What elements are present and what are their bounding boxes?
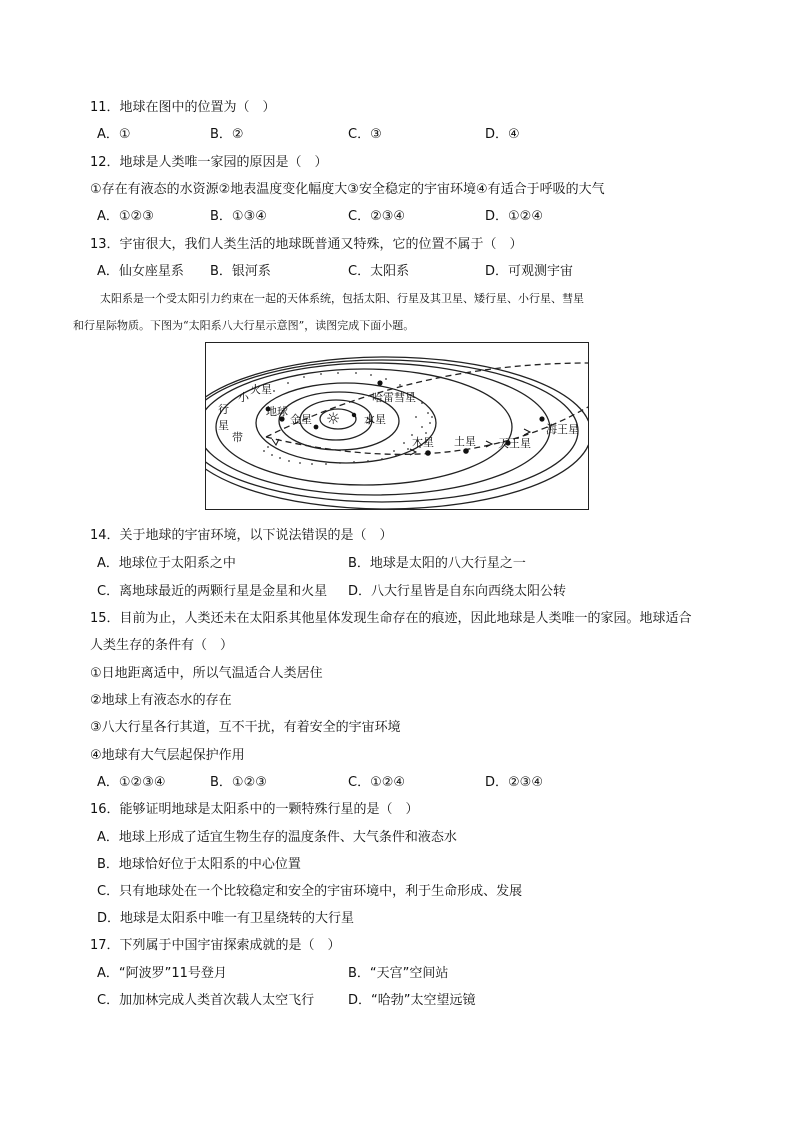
q12-option-a: A．①②③	[97, 209, 154, 224]
q14-option-b: B．地球是太阳的八大行星之一	[348, 556, 526, 571]
q16-option-c: C．只有地球处在一个比较稳定和安全的宇宙环境中，利于生命形成、发展	[97, 884, 523, 899]
q12-option-d: D．①②④	[485, 209, 543, 224]
q14-option-a: A．地球位于太阳系之中	[97, 556, 236, 571]
label-uranus: 天王星	[498, 437, 531, 450]
q15-statement-3: ③八大行星各行其道，互不干扰，有着安全的宇宙环境	[90, 720, 401, 735]
q15-option-c: C．①②④	[348, 775, 406, 790]
solar-system-diagram	[205, 342, 589, 510]
label-asteroid-belt-1: 行	[218, 403, 229, 416]
q17-option-d: D．“哈勃”太空望远镜	[348, 993, 476, 1008]
q14-option-c: C．离地球最近的两颗行星是金星和火星	[97, 584, 328, 599]
q15-statement-1: ①日地距离适中，所以气温适合人类居住	[90, 666, 323, 681]
question-15-stem-line-1: 15．目前为止，人类还未在太阳系其他星体发现生命存在的痕迹，因此地球是人类唯一的家园。地球适合	[90, 611, 692, 626]
q16-option-d: D．地球是太阳系中唯一有卫星绕转的大行星	[97, 911, 355, 926]
q16-option-a: A．地球上形成了适宜生物生存的温度条件、大气条件和液态水	[97, 830, 457, 845]
mercury-dot	[352, 413, 356, 417]
sun-symbol: ☼	[326, 409, 341, 428]
saturn-dot	[463, 448, 469, 454]
question-14-stem: 14．关于地球的宇宙环境，以下说法错误的是（ ）	[90, 528, 393, 543]
passage-line-1: 太阳系是一个受太阳引力约束在一起的天体系统，包括太阳、行星及其卫星、矮行星、小行星、彗星	[100, 292, 584, 305]
q17-option-c: C．加加林完成人类首次载人太空飞行	[97, 993, 315, 1008]
label-asteroid-belt-2: 星	[218, 419, 229, 432]
q15-statement-2: ②地球上有液态水的存在	[90, 693, 232, 708]
label-comet: 哈雷彗星	[372, 391, 416, 404]
label-jupiter: 木星	[412, 436, 434, 449]
question-16-stem: 16．能够证明地球是太阳系中的一颗特殊行星的是（ ）	[90, 802, 419, 817]
label-neptune: 海王星	[546, 423, 579, 436]
q13-option-a: A．仙女座星系	[97, 264, 184, 279]
neptune-orbit	[206, 357, 588, 509]
q15-option-a: A．①②③④	[97, 775, 166, 790]
question-12-stem: 12．地球是人类唯一家园的原因是（ ）	[90, 155, 328, 170]
label-small: 小	[238, 391, 249, 404]
label-mercury: 水星	[364, 413, 386, 426]
q17-option-a: A．“阿波罗”11号登月	[97, 966, 227, 981]
uranus-orbit	[206, 360, 578, 502]
q15-option-b: B．①②③	[210, 775, 267, 790]
label-asteroid-belt-3: 带	[232, 431, 243, 444]
label-saturn: 土星	[454, 435, 476, 448]
question-13-stem: 13．宇宙很大，我们人类生活的地球既普通又特殊，它的位置不属于（ ）	[90, 237, 523, 252]
question-15-stem-line-2: 人类生存的条件有（ ）	[90, 638, 234, 653]
q11-option-b: B．②	[210, 127, 244, 142]
q13-option-b: B．银河系	[210, 264, 271, 279]
q12-option-c: C．②③④	[348, 209, 406, 224]
q11-option-a: A．①	[97, 127, 131, 142]
jupiter-dot	[425, 450, 431, 456]
q11-option-c: C．③	[348, 127, 382, 142]
q12-option-b: B．①③④	[210, 209, 267, 224]
q17-option-b: B．“天宫”空间站	[348, 966, 449, 981]
q15-statement-4: ④地球有大气层起保护作用	[90, 748, 245, 763]
solar-system-figure	[206, 343, 588, 509]
comet-dot	[377, 380, 382, 385]
q15-option-d: D．②③④	[485, 775, 543, 790]
question-11-stem: 11．地球在图中的位置为（ ）	[90, 100, 276, 115]
q13-option-c: C．太阳系	[348, 264, 410, 279]
label-venus: 金星	[290, 413, 312, 426]
passage-line-2: 和行星际物质。下图为“太阳系八大行星示意图”，读图完成下面小题。	[73, 319, 415, 332]
q14-option-d: D．八大行星皆是自东向西绕太阳公转	[348, 584, 567, 599]
venus-dot	[314, 425, 319, 430]
q12-statements: ①存在有液态的水资源②地表温度变化幅度大③安全稳定的宇宙环境④有适合于呼吸的大气	[90, 182, 605, 197]
neptune-dot	[539, 416, 544, 421]
q16-option-b: B．地球恰好位于太阳系的中心位置	[97, 857, 301, 872]
label-mars: 火星	[250, 383, 272, 396]
label-earth: 地球	[266, 405, 288, 418]
q13-option-d: D．可观测宇宙	[485, 264, 574, 279]
q11-option-d: D．④	[485, 127, 520, 142]
question-17-stem: 17．下列属于中国宇宙探索成就的是（ ）	[90, 938, 341, 953]
